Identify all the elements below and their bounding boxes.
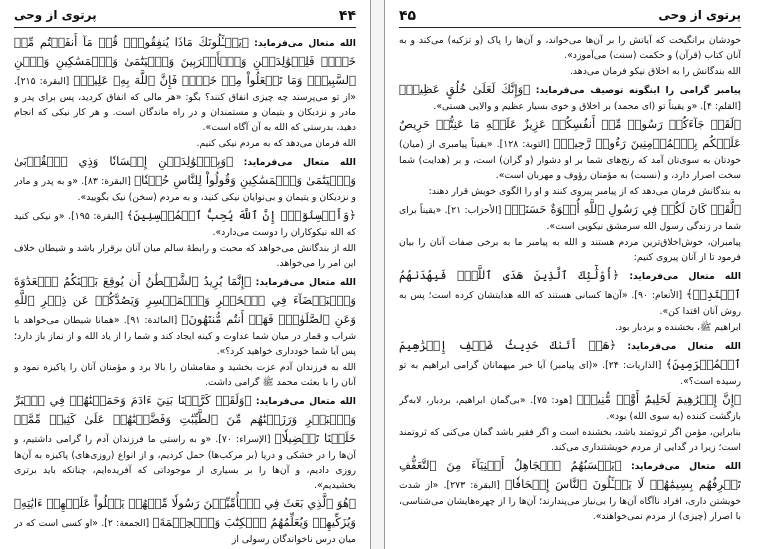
running-title: پرتوی از وحی xyxy=(658,8,741,22)
paragraph xyxy=(399,200,741,234)
quran-verse: ﴿يَحۡسَبُهُمُ ٱلۡجَاهِلُ أَغۡنِيَآءَ مِنَ ٱلتَّعَفُّفِ تَعۡرِفُهُم بِسِيمَٰهُمۡ لَا يَسۡـَٔلُونَ ٱلنَّاسَ إِلۡحَافٗا﴾ xyxy=(399,458,741,491)
paragraph xyxy=(399,115,741,183)
page-header xyxy=(14,8,356,26)
paragraph-text: [الإسراء: ۷۰]. «و به راستی ما فرزندان آدم را گرامی داشتیم، و آن‌ها را در خشکی و دریا (بر مرکب‌ها) حمل کردیم، و از انواع (روزی‌های) پاکیزه به آن‌ها روزی دادیم، و آن‌ها را بر بسیاری از موجوداتی که آفریده‌ایم، چنانکه باید برتری بخشیدیم». xyxy=(14,434,356,491)
paragraph-text: خودشان برانگیخت که آیاتش را بر آن‌ها می‌خواند، و آن‌ها را پاک (و تزکیه) می‌کند و به آنان کتاب (قرآن) و حکمت (سنت) می‌آموزد». xyxy=(399,35,741,61)
paragraph-text: ابراهیم ﷺ، بخشنده و بردبار بود. xyxy=(615,322,741,333)
paragraph-text: [البقرة: ۸۳]. «و به پدر و مادر و نزدیکان و یتیمان و بی‌نوایان نیکی کنید، و به مردم (سخن) نیک بگویید». xyxy=(14,176,356,203)
page-number: ۴۵ xyxy=(399,8,417,24)
paragraph-text: [التوبة: ۱۲۸]. «یقیناً پیامبری از (میان) خودتان به سوی‌تان آمد که رنج‌های شما بر او دشوار (و گران) است، و بر (هدایت) شما سخت اصرار دارد، و (نسبت) به مؤمنان رؤوف و مهربان است». xyxy=(399,139,741,181)
paragraph-lead: الله متعال می‌فرماید: xyxy=(619,271,741,282)
paragraph-lead: الله متعال می‌فرماید: xyxy=(621,461,741,472)
paragraph xyxy=(14,272,356,359)
paragraph-lead: الله متعال می‌فرماید: xyxy=(248,38,356,49)
paragraph xyxy=(14,494,356,545)
paragraph-text: [القلم: ۴]. «و یقیناً تو (ای محمد) بر اخلاق و خوی بسیار عظیم و والایی هستی». xyxy=(433,101,741,112)
quran-verse: ﴿أُوْلَٰٓئِكَ ٱلَّذِينَ هَدَى ٱللَّهُۖ فَبِهُدَىٰهُمُ ٱقۡتَدِهۡ﴾ xyxy=(399,268,741,301)
paragraph-text: الله به فرزندان آدم عزت بخشید و مقامشان را بالا برد و مؤمنان آنان را پاکیزه نمود و آنان را با بعثت محمد ﷺ گرامی داشت. xyxy=(14,362,356,388)
paragraph xyxy=(14,33,356,135)
paragraph-text: بنابراین، مؤمن اگر ثروتمند باشد، بخشنده است و اگر فقیر باشد گمان می‌کنی که ثروتمند است؛ زیرا در گدایی از مردم خویشتنداری می‌کند. xyxy=(399,427,741,453)
quran-verse: ﴿وَلَقَدۡ كَرَّمۡنَا بَنِيٓ ءَادَمَ وَحَمَلۡنَٰهُمۡ فِي ٱلۡبَرِّ وَٱلۡبَحۡرِ وَرَزَقۡنَٰهُم مِّنَ ٱلطَّيِّبَٰتِ وَفَضَّلۡنَٰهُمۡ عَلَىٰ كَثِيرٖ مِّمَّنۡ خَلَقۡنَا تَفۡضِيلٗا﴾ xyxy=(14,393,356,445)
paragraph xyxy=(14,152,356,205)
running-title: پرتوی از وحی xyxy=(14,8,97,22)
paragraph-lead: الله متعال می‌فرماید: xyxy=(233,157,356,168)
paragraph xyxy=(14,206,356,240)
paragraph-lead: پیامبر گرامی را اینگونه توصیف می‌فرماید: xyxy=(530,85,741,96)
paragraph xyxy=(14,391,356,493)
quran-verse: ﴿وَأَحۡسِنُوٓاْۚ إِنَّ ٱللَّهَ يُحِبُّ ٱلۡمُحۡسِنِينَ﴾ xyxy=(126,208,356,222)
paragraph xyxy=(14,136,356,151)
paragraph-lead: الله متعال می‌فرماید: xyxy=(251,277,356,288)
right-page xyxy=(384,0,755,549)
paragraph-text: [الذاريات: ۲۴]. «(ای پیامبر) آیا خبر میهمانان گرامی ابراهیم به تو رسیده است؟». xyxy=(399,360,741,387)
paragraph-text: [البقرة: ۱۹۵]. «و نیکی کنید که الله نیکوکاران را دوست می‌دارد». xyxy=(14,211,356,238)
paragraph-text: [المائدة: ۹۱]. «همانا شیطان می‌خواهد با شراب و قمار در میان شما عداوت و کینه ایجاد کند و شما را از یاد الله و از نماز باز دارد؛ پس آیا شما خودداری خواهید کرد؟». xyxy=(14,315,356,357)
paragraph-text: [البقرة: ۲۱۵]. «از تو می‌پرسند چه چیزی انفاق کنند؟ بگو: «هر مالی که انفاق کردید، پس برای پدر و مادر و نزدیکان و یتیمان و مستمندان و در راه ماندگان است. و هر کار نیکی که انجام دهید، بدرستی که الله به آن آگاه است». xyxy=(14,76,356,133)
paragraph-text: [الأحزاب: ۲۱]. «یقیناً برای شما در زندگی رسول الله سرمشق نیکویی است». xyxy=(399,205,741,232)
quran-verse: ﴿هُوَ ٱلَّذِي بَعَثَ فِي ٱلۡأُمِّيِّـۧنَ رَسُولٗا مِّنۡهُمۡ يَتۡلُواْ عَلَيۡهِمۡ ءَايَٰتِهِۦ وَيُزَكِّيهِمۡ وَيُعَلِّمُهُمُ ٱلۡكِتَٰبَ وَٱلۡحِكۡمَةَ﴾ xyxy=(14,496,356,529)
paragraph-lead: الله متعال می‌فرماید: xyxy=(251,396,356,407)
paragraph-text: الله بندگانش را به اخلاق نیکو فرمان می‌دهد. xyxy=(569,66,741,77)
paragraph xyxy=(399,425,741,455)
quran-verse: ﴿إِنَّمَا يُرِيدُ ٱلشَّيۡطَٰنُ أَن يُوقِعَ بَيۡنَكُمُ ٱلۡعَدَٰوَةَ وَٱلۡبَغۡضَآءَ فِي ٱلۡخَمۡرِ وَٱلۡمَيۡسِرِ وَيَصُدَّكُمۡ عَن ذِكۡرِ ٱللَّهِ وَعَنِ ٱلصَّلَوٰةِۖ فَهَلۡ أَنتُم مُّنتَهُونَ﴾ xyxy=(14,274,356,326)
quran-verse: ﴿لَقَدۡ جَآءَكُمۡ رَسُولٞ مِّنۡ أَنفُسِكُمۡ عَزِيزٌ عَلَيۡهِ مَا عَنِتُّمۡ حَرِيصٌ عَلَيۡكُم بِٱلۡمُؤۡمِنِينَ رَءُوفٞ رَّحِيمٞ﴾ xyxy=(399,117,741,150)
paragraph xyxy=(399,235,741,265)
paragraph-text: [الأنعام: ۹۰]. «آن‌ها کسانی هستند که الله هدایتشان کرده است؛ پس به روش آنان اقتدا کن». xyxy=(399,290,741,317)
paragraph-text: [البقرة: ۲۷۳]. «از شدت خویشتن داری، افراد ناآگاه آن‌ها را بی‌نیاز می‌پندارند؛ آن‌ها را از چهره‌هایشان می‌شناسی، با اصرار (چیزی) از مردم نمی‌خواهند». xyxy=(399,480,741,522)
paragraph xyxy=(399,33,741,63)
paragraph-text: [الجمعة: ۲]. «او کسی است که در میان درس ناخواندگان رسولی از xyxy=(14,518,356,545)
paragraph-lead: الله متعال می‌فرماید: xyxy=(616,341,741,352)
page-number: ۴۴ xyxy=(338,8,356,24)
paragraph xyxy=(399,390,741,424)
paragraph xyxy=(14,241,356,271)
paragraph-text: [هود: ۷۵]. «بی‌گمان ابراهیم، بردبار، لابه‌گر بازگشت کننده (به سوی الله) بود». xyxy=(399,395,741,422)
quran-verse: ﴿لَّقَدۡ كَانَ لَكُمۡ فِي رَسُولِ ٱللَّهِ أُسۡوَةٌ حَسَنَةٞ﴾ xyxy=(504,202,741,216)
quran-verse: ﴿إِنَّ إِبۡرَٰهِيمَ لَحَلِيمٌ أَوَّٰهٞ مُّنِيبٞ﴾ xyxy=(576,392,741,406)
paragraph xyxy=(399,64,741,79)
page-body xyxy=(14,33,356,545)
paragraph xyxy=(399,456,741,524)
page-header xyxy=(399,8,741,26)
paragraph xyxy=(399,80,741,114)
header-rule xyxy=(14,27,356,28)
quran-verse: ﴿يَسۡـَٔلُونَكَ مَاذَا يُنفِقُونَۖ قُلۡ مَآ أَنفَقۡتُم مِّنۡ خَيۡرٖ فَلِلۡوَٰلِدَيۡنِ وَٱلۡأَقۡرَبِينَ وَٱلۡيَتَٰمَىٰ وَٱلۡمَسَٰكِينِ وَٱبۡنِ ٱلسَّبِيلِۗ وَمَا تَفۡعَلُواْ مِنۡ خَيۡرٖ فَإِنَّ ٱللَّهَ بِهِۦ عَلِيمٞ﴾ xyxy=(14,35,356,87)
header-rule xyxy=(399,27,741,28)
paragraph-text: پیامبران، خوش‌اخلاق‌ترین مردم هستند و الله به پیامبر ما به برخی صفات آنان را بیان فرمود تا از آنان پیروی کنیم: xyxy=(399,237,741,263)
paragraph-text: الله از بندگانش می‌خواهد که محبت و رابطهٔ سالم میان آنان برقرار باشد و شیطان خلاف این امر را می‌خواهد. xyxy=(14,243,356,269)
paragraph xyxy=(399,320,741,335)
paragraph-text: به بندگانش فرمان می‌دهد که از پیامبر پیروی کنند و او را الگوی خویش قرار دهند: xyxy=(428,186,741,197)
quran-verse: ﴿وَبِٱلۡوَٰلِدَيۡنِ إِحۡسَانٗا وَذِي ٱلۡقُرۡبَىٰ وَٱلۡيَتَٰمَىٰ وَٱلۡمَسَٰكِينِ وَقُولُواْ لِلنَّاسِ حُسۡنٗا﴾ xyxy=(14,154,356,187)
page-body xyxy=(399,33,741,545)
paragraph xyxy=(399,336,741,389)
paragraph-text: الله فرمان می‌دهد که به مردم نیکی کنیم. xyxy=(196,138,356,149)
paragraph xyxy=(399,266,741,319)
paragraph xyxy=(14,360,356,390)
left-page xyxy=(0,0,371,549)
book-gutter xyxy=(371,0,384,549)
quran-verse: ﴿هَلۡ أَتَىٰكَ حَدِيثُ ضَيۡفِ إِبۡرَٰهِيمَ ٱلۡمُكۡرَمِينَ﴾ xyxy=(399,338,741,371)
paragraph xyxy=(399,184,741,199)
quran-verse: ﴿وَإِنَّكَ لَعَلَىٰ خُلُقٍ عَظِيمٖ﴾ xyxy=(399,82,531,96)
